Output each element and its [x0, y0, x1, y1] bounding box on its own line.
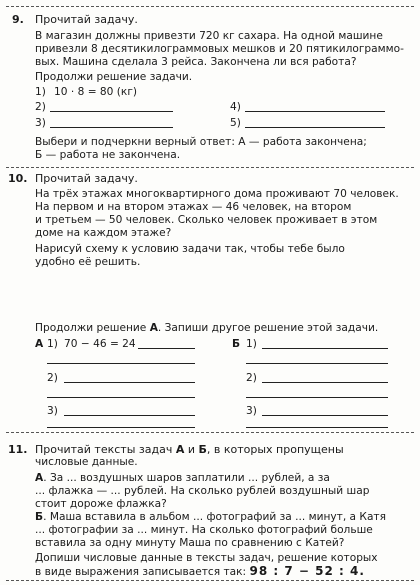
task11-title [35, 443, 344, 456]
task9-step5-answer-line[interactable] [245, 127, 385, 128]
task11-b-label: Б [35, 511, 44, 523]
task11-title-line2: числовые данные. [35, 456, 138, 468]
task10-b1-label: 1) [246, 338, 257, 350]
task10-b2-answer-line[interactable] [262, 382, 388, 383]
task10-b2-label: 2) [246, 372, 257, 384]
task11-title-b: Б [198, 443, 207, 456]
task9-step3-answer-line[interactable] [50, 127, 173, 128]
task11-title-prefix: Прочитай тексты задач [35, 443, 176, 456]
task10-text-3: и третьем — 50 человек. Сколько человек проживает в этом [35, 214, 378, 226]
task9-number: 9. [12, 13, 24, 26]
task9-step1-value[interactable]: 10 · 8 = 80 (кг) [54, 86, 138, 98]
task10-text-1: На трёх этажах многоквартирного дома проживают 70 человек. [35, 188, 399, 200]
task10-a3-label: 3) [47, 405, 58, 417]
task10-b3-answer-line[interactable] [262, 415, 388, 416]
task10-continue-suffix: . Запиши другое решение этой задачи. [157, 322, 379, 334]
task11-a-text-2: ... флажка — ... рублей. На сколько рублей воздушный шар [35, 485, 370, 497]
task9-step5-label: 5) [230, 117, 241, 129]
task10-scheme-2: удобно её решить. [35, 256, 141, 268]
task9-step4-label: 4) [230, 101, 241, 113]
task11-b-line1 [35, 511, 386, 524]
task11-a-line1 [35, 472, 330, 485]
task10-b3-label: 3) [246, 405, 257, 417]
task10-text-2: На первом и на втором этажах — 46 человек, на втором [35, 201, 352, 213]
task11-title-mid: и [184, 443, 199, 456]
task10-continue [35, 322, 378, 335]
task11-final-2-text: в виде выражения записывается так: [35, 566, 250, 578]
top-separator [6, 6, 414, 7]
task11-expression: 98 : 7 − 52 : 4. [249, 564, 365, 578]
task10-a1-answer-line[interactable] [138, 348, 195, 349]
task11-b-text-1: . Маша вставила в альбом ... фотографий за ... минут, а Катя [43, 511, 386, 523]
task10-continue-bold: А [149, 322, 158, 334]
task10-a2-answer-line[interactable] [64, 382, 195, 383]
task9-choice-2: Б — работа не закончена. [35, 149, 181, 161]
task10-text-4: доме на каждом этаже? [35, 227, 172, 239]
task11-number: 11. [8, 443, 28, 456]
task11-title-suffix: , в которых пропущены [206, 443, 344, 456]
task9-continue: Продолжи решение задачи. [35, 71, 193, 83]
task10-a2-answer-line-2[interactable] [47, 397, 195, 398]
task11-a-label: А [35, 472, 44, 484]
task10-a1-answer-line-2[interactable] [47, 363, 195, 364]
task10-b1-answer-line-2[interactable] [246, 363, 388, 364]
task9-title: Прочитай задачу. [35, 13, 138, 26]
task9-text-3: вых. Машина сделала 3 рейса. Закончена ли вся работа? [35, 56, 357, 68]
task9-choice-1: Выбери и подчеркни верный ответ: А — работа закончена; [35, 136, 367, 148]
task10-b3-answer-line-2[interactable] [246, 427, 388, 428]
task10-col-b-label: Б [232, 338, 241, 350]
task10-a1-value[interactable]: 70 − 46 = 24 [64, 338, 136, 350]
task10-a2-label: 2) [47, 372, 58, 384]
separator-10-11 [6, 432, 414, 433]
task9-text-2: привезли 8 десятикилограммовых мешков и 20 пятикилограммо- [35, 43, 404, 55]
task10-b1-answer-line[interactable] [262, 348, 388, 349]
task11-b-text-3: вставила за одну минуту Маша по сравнению с Катей? [35, 537, 345, 549]
task11-title-a: А [175, 443, 185, 456]
task9-step4-answer-line[interactable] [245, 111, 385, 112]
task10-continue-prefix: Продолжи решение [35, 322, 150, 334]
task11-a-text-1: . За ... воздушных шаров заплатили ... рублей, а за [43, 472, 330, 484]
task11-a-text-3: стоит дороже флажка? [35, 498, 167, 510]
task11-final-1: Допиши числовые данные в тексты задач, решение которых [35, 552, 378, 564]
task10-number: 10. [8, 172, 28, 185]
task10-title: Прочитай задачу. [35, 172, 138, 185]
task10-a3-answer-line-2[interactable] [47, 427, 195, 428]
task10-scheme-1: Нарисуй схему к условию задачи так, чтобы тебе было [35, 243, 345, 255]
task10-b2-answer-line-2[interactable] [246, 397, 388, 398]
task9-step2-label: 2) [35, 101, 46, 113]
task9-step3-label: 3) [35, 117, 46, 129]
task9-step2-answer-line[interactable] [50, 111, 173, 112]
task10-col-a-label: А [35, 338, 44, 350]
separator-9-10 [6, 167, 414, 168]
bottom-separator [6, 580, 414, 581]
task9-text-1: В магазин должны привезти 720 кг сахара. На одной машине [35, 30, 383, 42]
task10-a3-answer-line[interactable] [64, 415, 195, 416]
task11-b-text-2: ... фотографии за ... минут. На сколько фотографий больше [35, 524, 373, 536]
task9-step1-label: 1) [35, 86, 46, 98]
task10-a1-label: 1) [47, 338, 58, 350]
task11-final-2 [35, 565, 365, 579]
